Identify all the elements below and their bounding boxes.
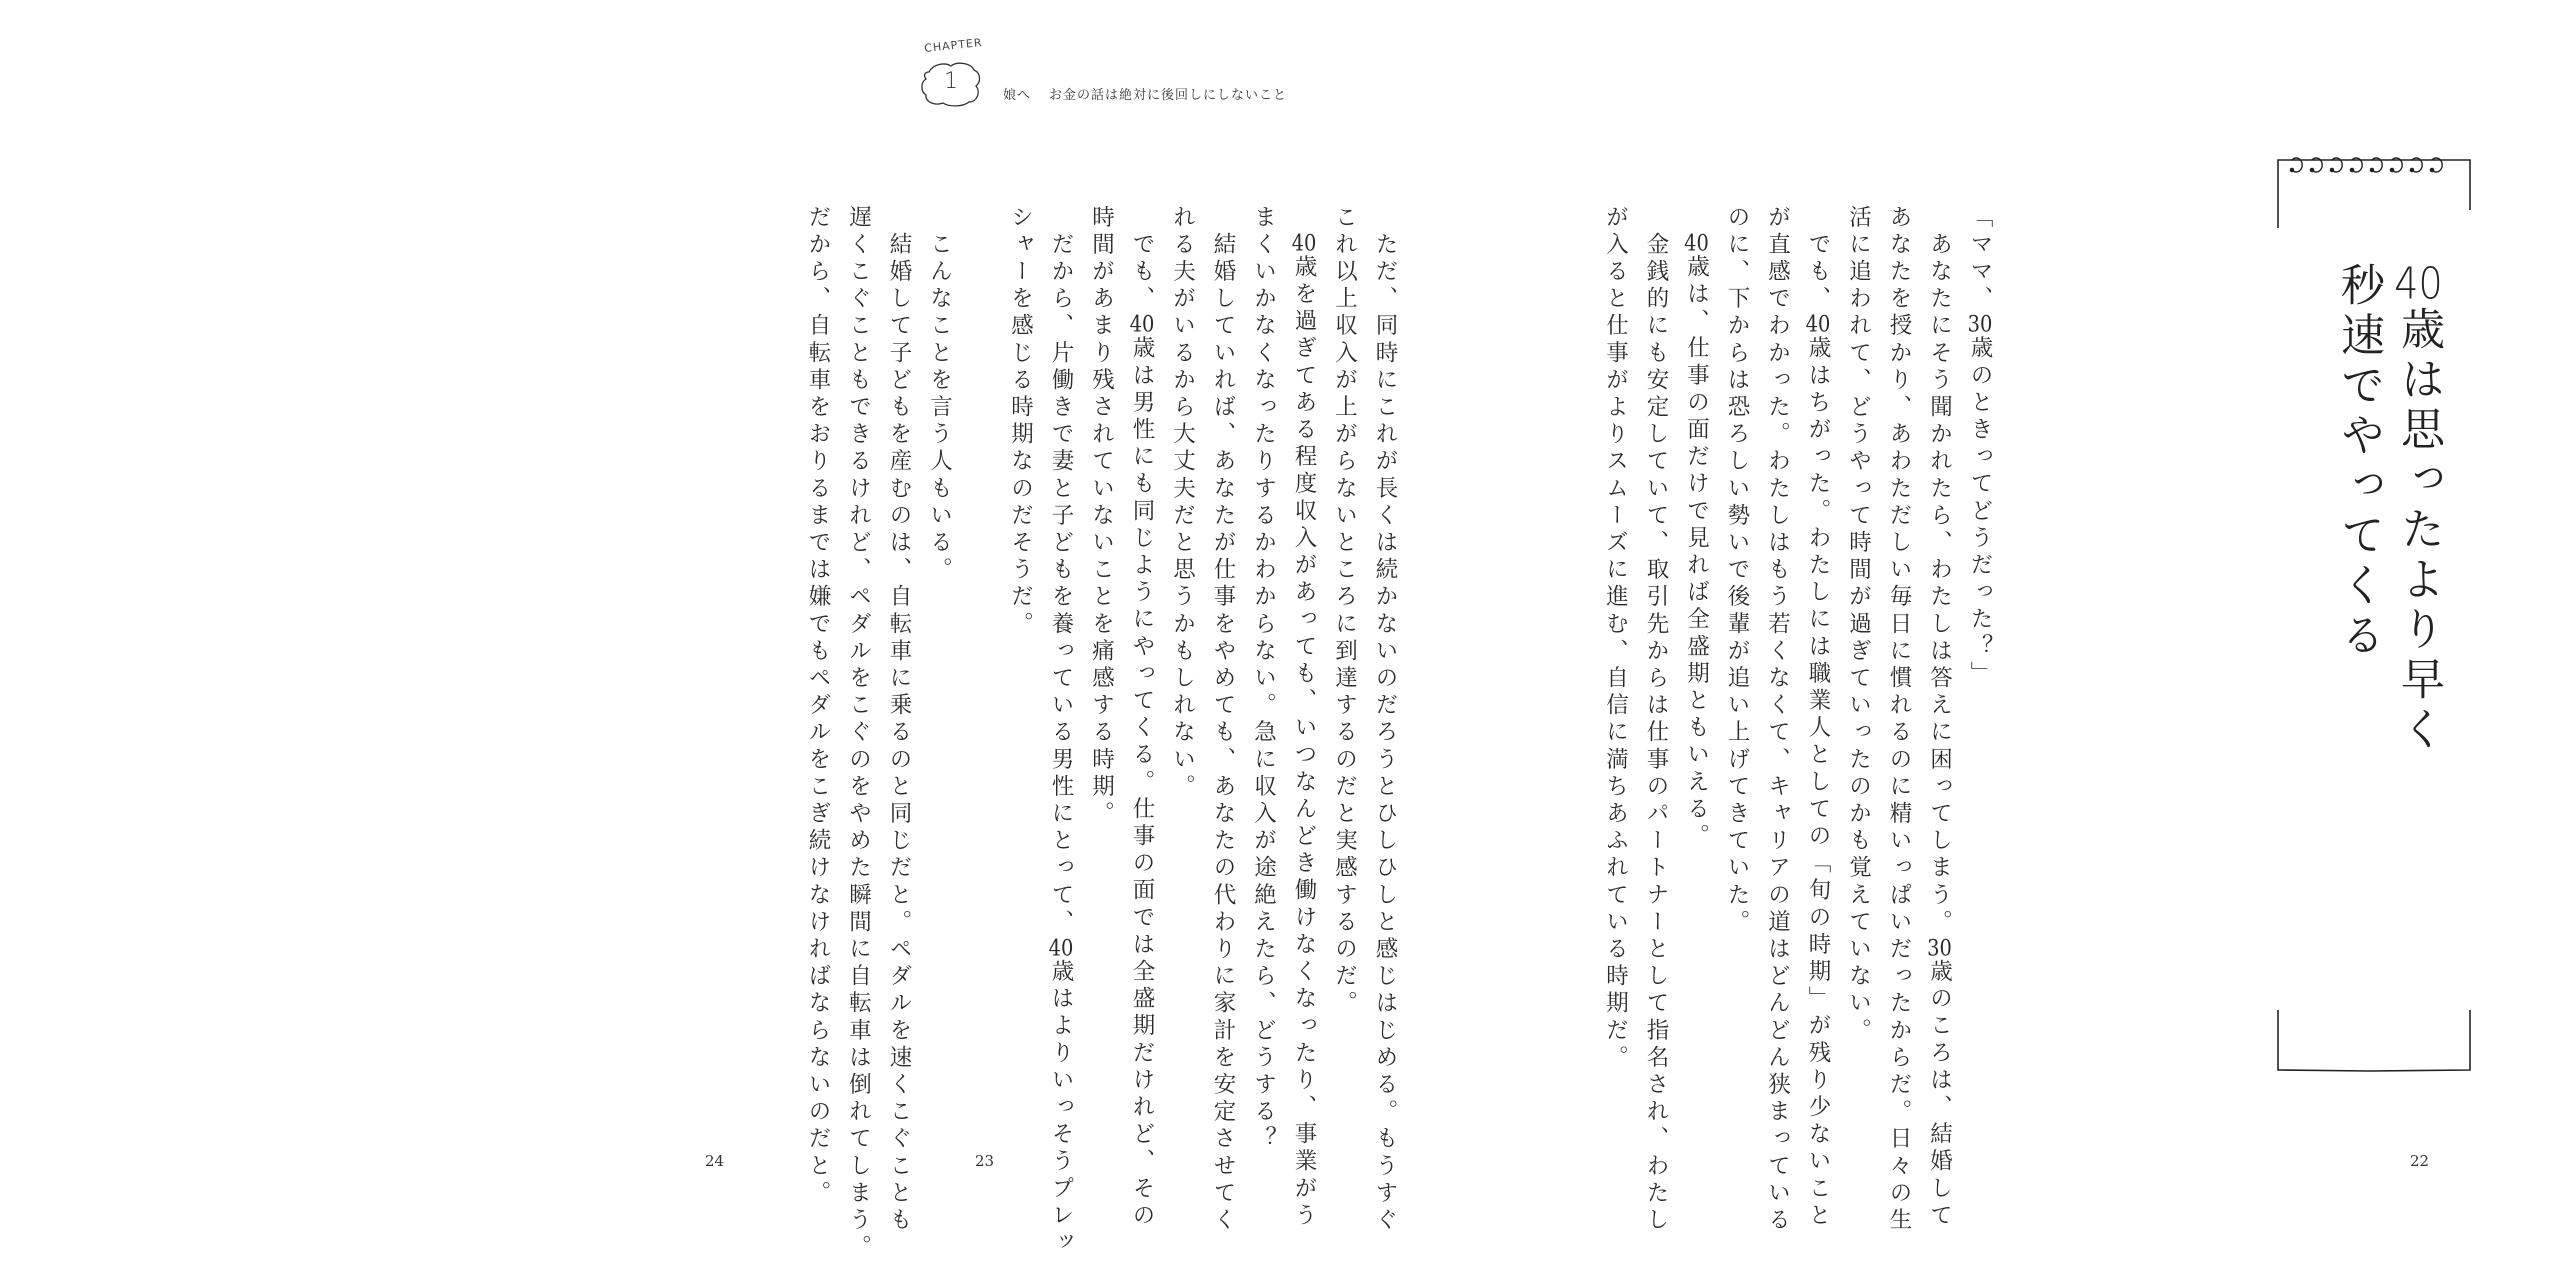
section-title-line1: 40歳は思ったより早く (2393, 262, 2444, 756)
text-column: 結婚していれば、あなたが仕事をやめても、あなたの代わりに家計を安定させてく (1210, 205, 1236, 1235)
text-column: でも、40歳は男性にも同じようにやってくる。仕事の面では全盛期だけれど、その (1129, 205, 1155, 1231)
chapter-title-part1: 娘へ (1003, 88, 1032, 103)
section-title-box (2270, 150, 2478, 1080)
text-column: ただ、同時にこれが長くは続かないのだろうとひしひしと感じはじめる。もうすぐ (1372, 205, 1398, 1235)
text-column: 金銭的にも安定していて、取引先からは仕事のパートナーとして指名され、わたし (1643, 205, 1669, 1235)
text-column: 時間があまり残されていないことを痛感する時期。 (1088, 205, 1115, 829)
page-number: 23 (975, 1152, 995, 1170)
text-column: のに、下からは恐ろしい勢いで後輩が追い上げてきていた。 (1724, 205, 1750, 937)
text-column: が直感でわかった。わたしはもう若くなくて、キャリアの道はどんどん狭まっている (1764, 205, 1791, 1235)
number-text: 40 (1129, 313, 1155, 336)
number-text: 40 (1684, 232, 1709, 255)
text-column: あなたにそう聞かれたら、わたしは答えに困ってしまう。30歳のころは、結婚して (1926, 205, 1953, 1231)
chapter-title-part2: お金の話は絶対に後回しにしないこと (1049, 88, 1288, 103)
text-column: が入ると仕事がよりスムーズに進む、自信に満ちあふれている時期だ。 (1602, 205, 1629, 1073)
text-column: でも、40歳はちがった。わたしには職業人としての「旬の時期」が残り少ないこと (1805, 205, 1831, 1231)
text-column: だから、自転車をおりるまでは嫌でもペダルをこぎ続けなければならないのだと。 (805, 205, 831, 1208)
page-number: 24 (705, 1152, 725, 1170)
text-column: 結婚して子どもを産むのは、自転車に乗るのと同じだと。ペダルを速くこぐことも (886, 205, 912, 1235)
number-text: 40 (1291, 232, 1317, 255)
text-column: まくいかなくなったりするかわからない。急に収入が途絶えたら、どうする？ (1250, 205, 1277, 1154)
number-text: 40 (2394, 262, 2443, 306)
number-text: 40 (1805, 313, 1831, 336)
number-text: 40 (1048, 936, 1074, 960)
section-title (2328, 262, 2448, 756)
text-column: 遅くこぐこともできるけれど、ペダルをこぐのをやめた瞬間に自転車は倒れてしまう。 (845, 205, 872, 1262)
text-column: シャーを感じる時期なのだそうだ。 (1007, 205, 1034, 639)
text-column: 活に追われて、どうやって時間が過ぎていったのかも覚えていない。 (1845, 205, 1872, 1046)
text-column: 40歳を過ぎてある程度収入があっても、いつなんどき働けなくなったり、事業がう (1291, 232, 1317, 1231)
chapter-label: CHAPTER (923, 35, 984, 55)
text-column: 40歳は、仕事の面だけで見れば全盛期ともいえる。 (1683, 232, 1710, 851)
body-text-columns (1595, 205, 2000, 1235)
text-column: これ以上収入が上がらないところに到達するのだと実感するのだ。 (1331, 205, 1358, 1018)
number-text: 30 (1927, 936, 1952, 960)
text-column: 「ママ、30歳のときってどうだった？」 (1967, 205, 1993, 689)
chapter-number: 1 (944, 69, 958, 94)
number-text: 30 (1967, 313, 1993, 336)
text-column: こんなことを言う人もいる。 (926, 205, 953, 585)
text-column: あなたを授かり、あわただしい毎日に慣れるのに精いっぱいだったからだ。日々の生 (1886, 205, 1912, 1235)
page-number: 22 (2410, 1152, 2430, 1170)
text-column: れる夫がいるから大丈夫だと思うかもしれない。 (1169, 205, 1196, 802)
section-title-line2: 秒速でやってくる (2333, 262, 2384, 662)
text-column: だから、片働きで妻と子どもを養っている男性にとって、40歳はよりいっそうプレッ (1048, 205, 1074, 1258)
